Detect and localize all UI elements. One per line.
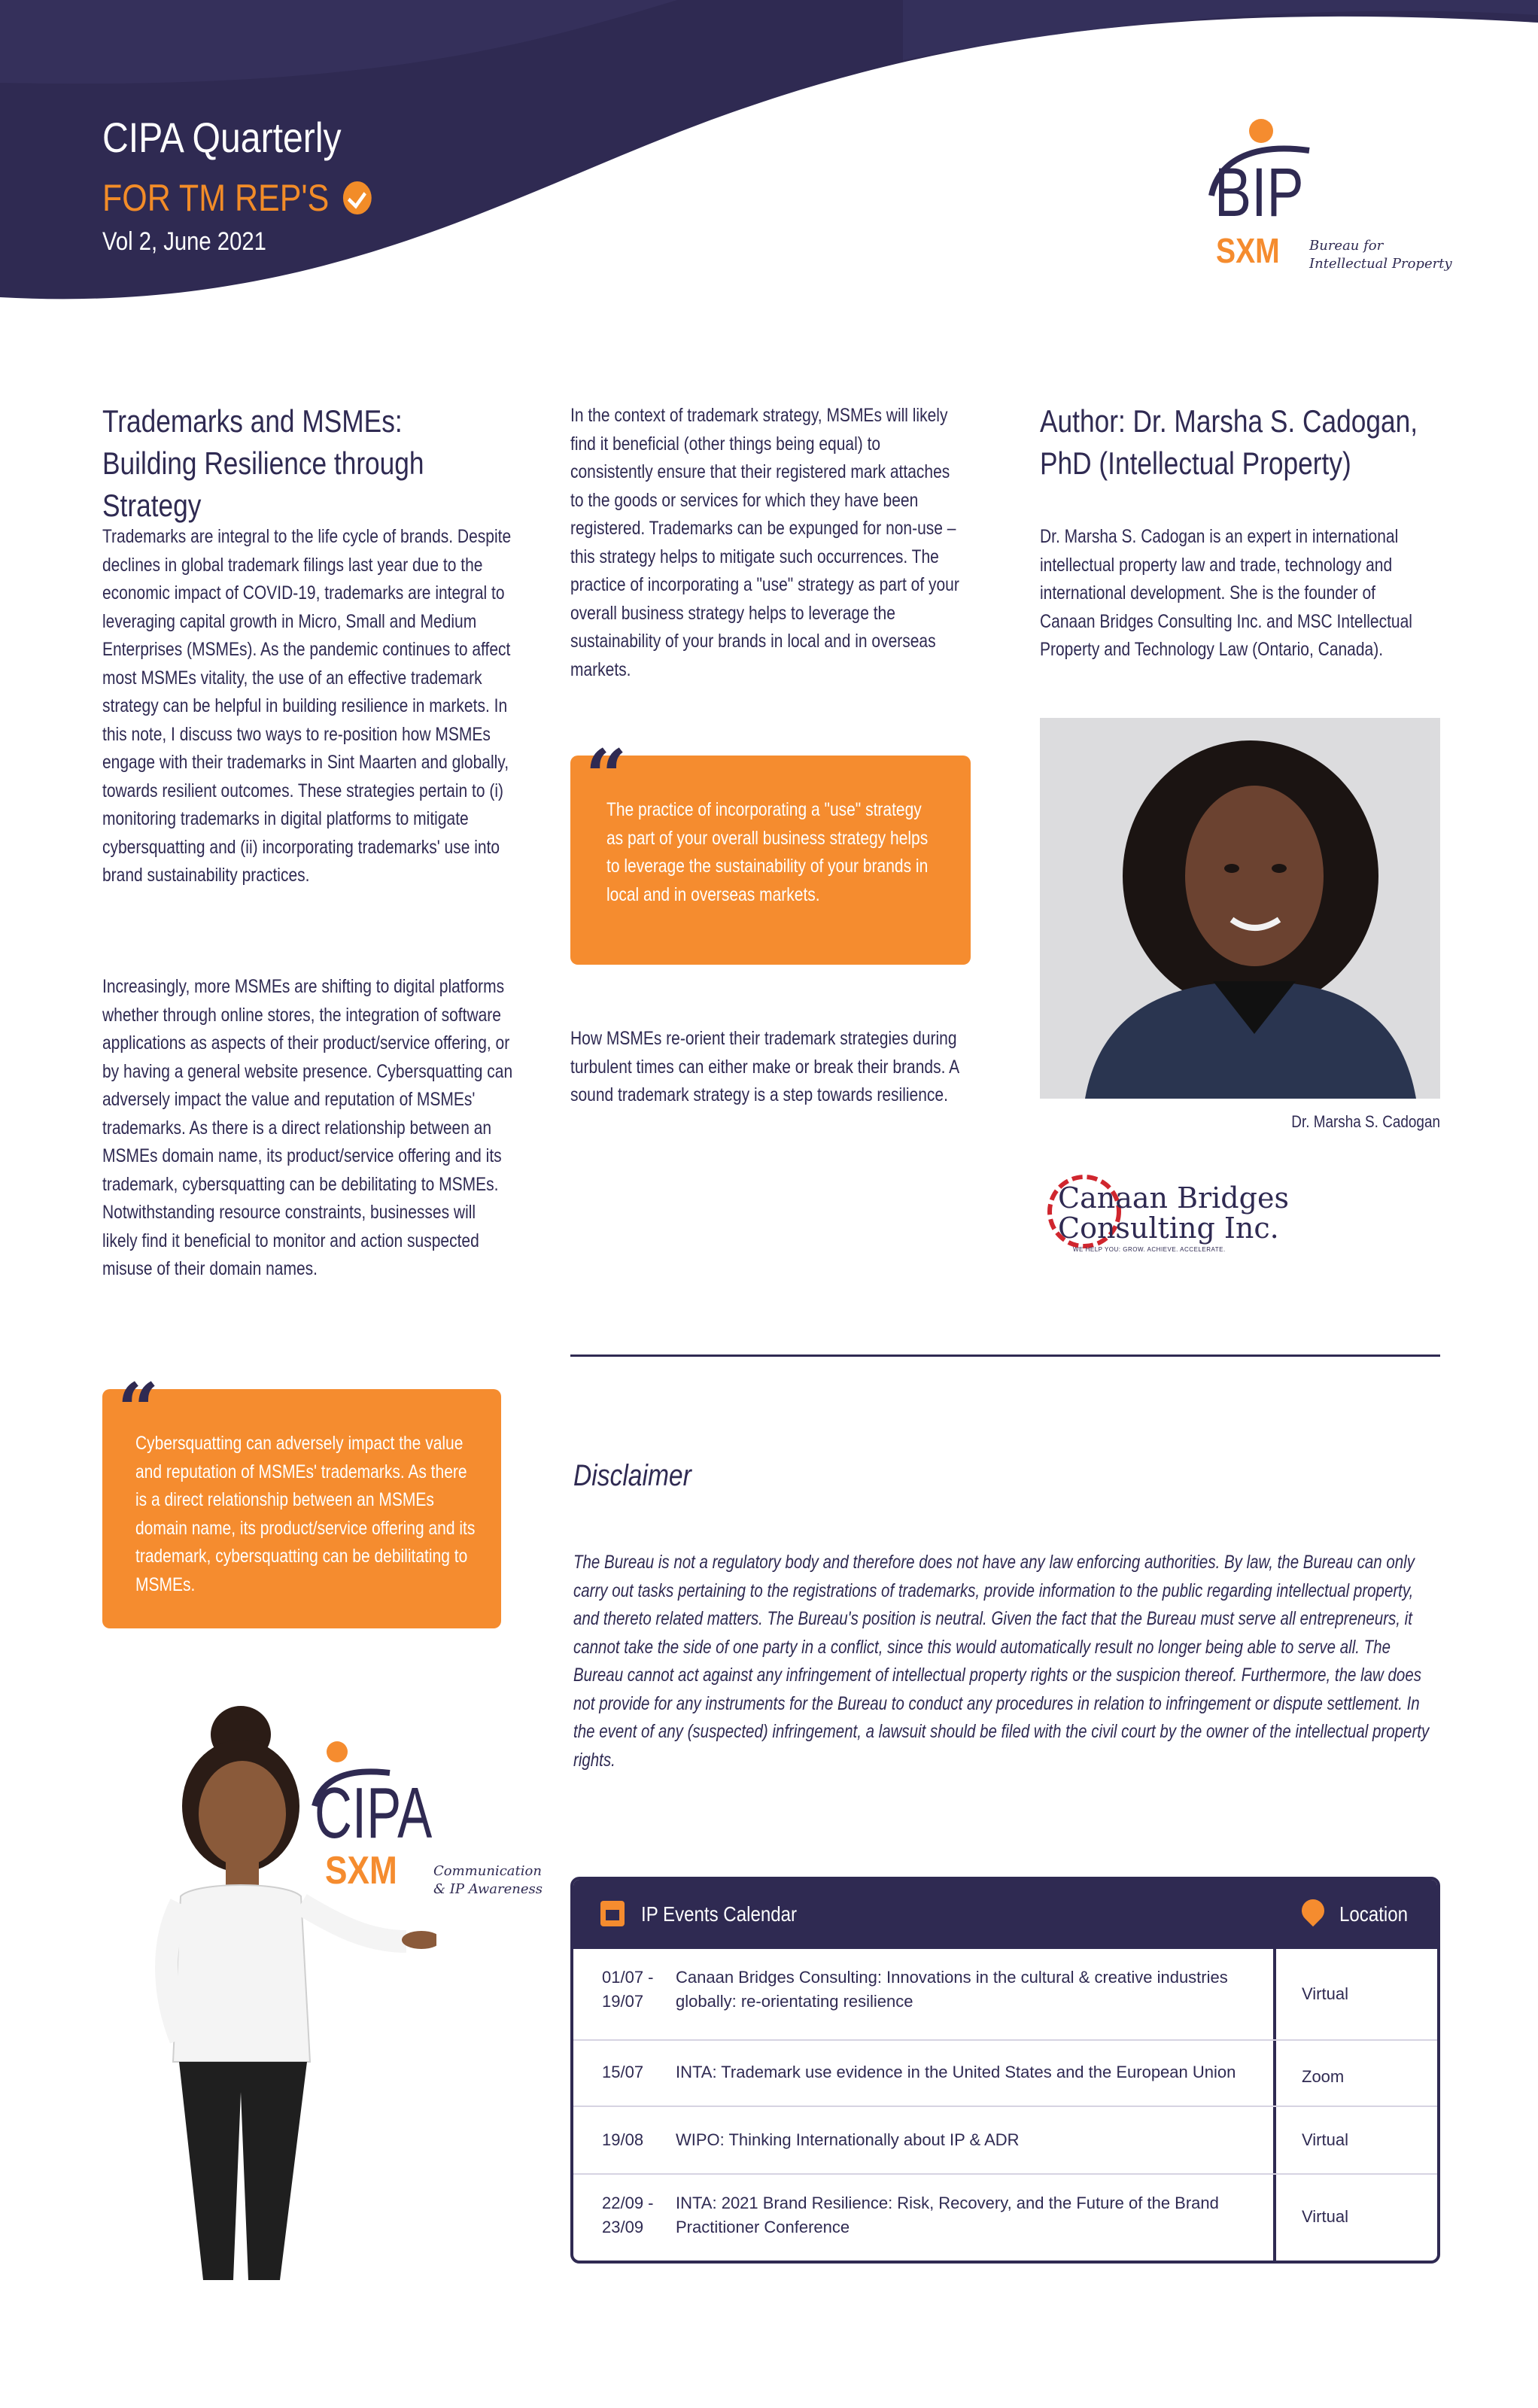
event-location: Virtual <box>1302 2130 1348 2149</box>
canaan-logo-line2: Consulting Inc. <box>1058 1212 1279 1245</box>
author-heading: Author: Dr. Marsha S. Cadogan, PhD (Intellectual Property) <box>1040 403 1418 481</box>
table-row <box>573 1949 1437 2039</box>
cipa-logo-main: CIPA <box>315 1773 433 1853</box>
article-paragraph-3: In the context of trademark strategy, MSMEs will likely find it beneficial (other things being equal) to consistently ensure that their registered mark attaches to the goods or services for which they have been registered. Trademarks can be expunged for non-use – this strategy helps to mitigate such occurrences. The practice of incorporating a "use" strategy as part of your overall business strategy helps to leverage the sustainability of your brands in local and in overseas markets. <box>570 405 959 680</box>
event-title-line1: INTA: 2021 Brand Resilience: Risk, Recovery, and the Future of the Brand <box>676 2194 1219 2212</box>
cipa-logo <box>307 1731 543 1904</box>
bip-logo-line2: Intellectual Property <box>1309 256 1452 272</box>
events-header-location: Location <box>1339 1902 1409 1926</box>
table-row <box>573 2105 1437 2173</box>
article-paragraph-1: Trademarks are integral to the life cycle of brands. Despite declines in global trademark filings last year due to the economic impact of COVID-19, trademarks are integral to leveraging capital growth in Micro, Small and Medium Enterprises (MSMEs). As the pandemic continues to affect most MSMEs vitality, the use of an effective trademark strategy can be helpful in building resilience in markets. In this note, I discuss two ways to re-position how MSMEs engage with their trademarks in Sint Maarten and globally, towards resilient outcomes. These strategies pertain to (i) monitoring trademarks in digital platforms to mitigate cybersquatting and (ii) incorporating trademarks' use into brand sustainability practices. <box>102 526 512 886</box>
author-photo <box>1040 718 1440 1099</box>
event-title: INTA: Trademark use evidence in the United States and the European Union <box>676 2063 1236 2081</box>
events-header-calendar: IP Events Calendar <box>641 1902 798 1926</box>
pull-quote-1-text: Cybersquatting can adversely impact the value and reputation of MSMEs' trademarks. As there is a direct relationship between an MSMEs domain name, its product/service offering and its trademark, cybersquatting can be debilitating to MSMEs. <box>135 1433 476 1595</box>
event-date <box>602 1966 654 2014</box>
event-title-line2: Practitioner Conference <box>676 2218 850 2236</box>
event-location: Virtual <box>1302 1984 1348 2003</box>
bip-logo-line1: Bureau for <box>1309 238 1384 254</box>
bip-logo-sub: SXM <box>1216 231 1280 270</box>
article-title: Trademarks and MSMEs: Building Resilience through Strategy <box>102 403 424 523</box>
portrait-illustration <box>1040 718 1440 1099</box>
section-divider <box>570 1354 1440 1357</box>
pull-quote-2-text: The practice of incorporating a "use" strategy as part of your overall business strategy helps to leverage the sustainability of your brands in local and in overseas markets. <box>606 799 929 905</box>
bip-logo <box>1196 113 1452 286</box>
quote-mark-icon: “ <box>117 1367 160 1452</box>
event-date-end: 23/09 <box>602 2218 644 2236</box>
article-paragraph-2: Increasingly, more MSMEs are shifting to digital platforms whether through online stores, the integration of software applications as aspects of their product/service offering, or by having a general website presence. Cybersquatting can adversely impact the value and reputation of MSMEs' trademarks. As there is a direct relationship between an MSMEs domain name, its product/service offering and its trademark, cybersquatting can be debilitating to MSMEs. Notwithstanding resource constraints, businesses will likely find it beneficial to monitor and action suspected misuse of their domain names. <box>102 976 513 1279</box>
events-table-header <box>573 1880 1437 1949</box>
event-date-start: 01/07 - <box>602 1968 654 1987</box>
event-title <box>676 2191 1248 2239</box>
cipa-logo-sub: SXM <box>325 1849 397 1893</box>
newsletter-subtitle <box>102 176 372 220</box>
event-date: 19/08 <box>602 2130 644 2149</box>
event-date: 15/07 <box>602 2063 644 2081</box>
event-title: WIPO: Thinking Internationally about IP & ADR <box>676 2130 1020 2149</box>
article-paragraph-4: How MSMEs re-orient their trademark strategies during turbulent times can either make or break their brands. A sound trademark strategy is a step towards resilience. <box>570 1028 959 1105</box>
event-location: Virtual <box>1302 2207 1348 2226</box>
event-title-line1: Canaan Bridges Consulting: Innovations in the cultural & creative industries <box>676 1968 1228 1987</box>
location-pin-icon <box>1297 1895 1329 1926</box>
disclaimer-heading: Disclaimer <box>573 1459 691 1492</box>
event-title <box>676 1966 1248 2014</box>
pull-quote-2 <box>570 734 971 965</box>
event-location: Zoom <box>1302 2067 1345 2086</box>
event-title-line2: globally: re-orientating resilience <box>676 1992 913 2011</box>
quote-mark-icon: “ <box>585 734 628 819</box>
cipa-logo-line1: Communication <box>433 1863 542 1879</box>
event-date-end: 19/07 <box>602 1992 644 2011</box>
disclaimer-text: The Bureau is not a regulatory body and therefore does not have any law enforcing authorities. By law, the Bureau can only carry out tasks pertaining to the registrations of trademarks, provide information to the public regarding intellectual property, and thereto related matters. The Bureau's position is neutral. Given the fact that the Bureau must serve all entrepreneurs, it cannot take the side of one party in a conflict, since this would automatically result no longer being able to serve all. The Bureau cannot act against any infringement of intellectual property rights or the suspicion thereof. Furthermore, the law does not provide for any instruments for the Bureau to conduct any procedures in relation to infringement or dispute settlement. In the event of any (suspected) infringement, a lawsuit should be filed with the civil court by the owner of the intellectual property rights. <box>573 1552 1430 1771</box>
cipa-logo-line2: & IP Awareness <box>433 1881 543 1897</box>
author-bio: Dr. Marsha S. Cadogan is an expert in international intellectual property law and trade, technology and international development. She is the founder of Canaan Bridges Consulting Inc. and MSC Intellectual Property and Technology Law (Ontario, Canada). <box>1040 526 1412 660</box>
canaan-logo-tagline: WE HELP YOU: GROW. ACHIEVE. ACCELERATE. <box>1073 1246 1226 1253</box>
events-calendar-table <box>570 1877 1440 2264</box>
event-date-start: 22/09 - <box>602 2194 654 2212</box>
volume-label: Vol 2, June 2021 <box>102 227 266 256</box>
checkmark-icon <box>343 181 372 214</box>
bip-logo-main: BIP <box>1214 154 1304 231</box>
calendar-icon <box>600 1901 625 1926</box>
table-row <box>573 2173 1437 2264</box>
table-row <box>573 2039 1437 2105</box>
canaan-logo-line1: Canaan Bridges <box>1058 1181 1289 1215</box>
subtitle-text: FOR TM REP'S <box>102 177 330 219</box>
newsletter-title: CIPA Quarterly <box>102 114 342 161</box>
pull-quote-1 <box>102 1367 501 1628</box>
canaan-bridges-logo <box>1043 1166 1289 1264</box>
event-date <box>602 2191 654 2239</box>
photo-caption: Dr. Marsha S. Cadogan <box>1291 1112 1440 1131</box>
